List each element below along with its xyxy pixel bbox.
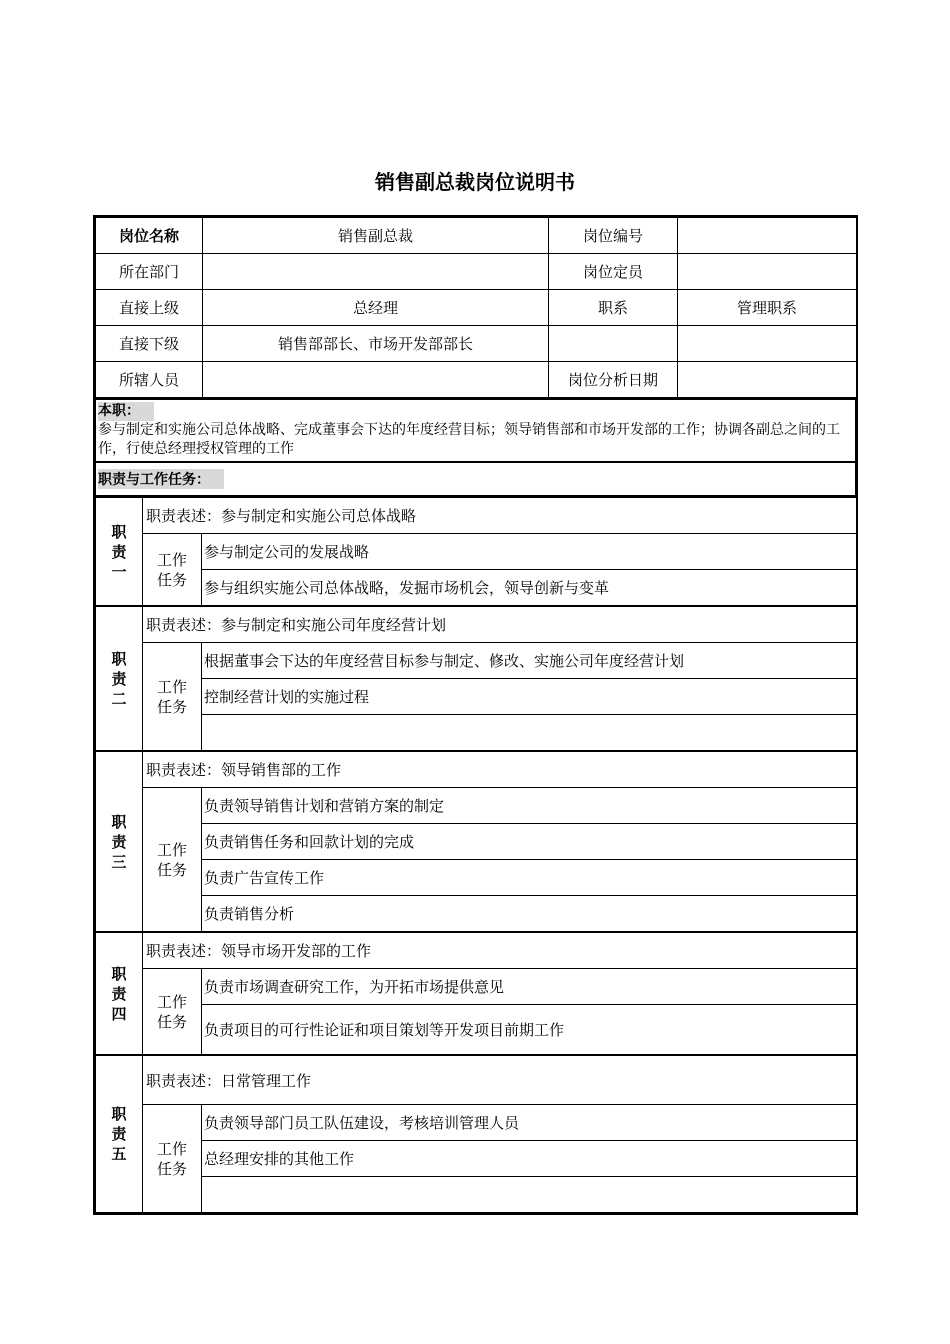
duty-label xyxy=(96,751,143,932)
label-subordinate: 直接下级 xyxy=(96,326,203,362)
value-position-code xyxy=(678,218,857,254)
task-row xyxy=(96,896,857,933)
work-task-label-text: 工作任务 xyxy=(156,677,187,716)
task-row xyxy=(96,969,857,1005)
work-task-label xyxy=(143,788,202,933)
value-subordinate: 销售部部长、市场开发部部长 xyxy=(203,326,549,362)
label-staff: 所辖人员 xyxy=(96,362,203,398)
task-item: 负责领导部门员工队伍建设，考核培训管理人员 xyxy=(202,1105,857,1141)
duty-row xyxy=(96,751,857,788)
duty-label xyxy=(96,932,143,1055)
row-position-name xyxy=(96,218,857,254)
task-row xyxy=(96,715,857,752)
task-row xyxy=(96,1005,857,1056)
work-task-label xyxy=(143,1105,202,1213)
task-item: 参与组织实施公司总体战略，发掘市场机会，领导创新与变革 xyxy=(202,570,857,607)
page-title: 销售副总裁岗位说明书 xyxy=(375,170,575,194)
label-position-name: 岗位名称 xyxy=(96,218,203,254)
task-row xyxy=(96,679,857,715)
work-task-label-text: 工作任务 xyxy=(156,992,187,1031)
duty-label-text: 职责一 xyxy=(111,522,127,581)
task-item: 总经理安排的其他工作 xyxy=(202,1141,857,1177)
row-subordinate xyxy=(96,326,857,362)
duty-description: 职责表述：领导市场开发部的工作 xyxy=(143,932,857,969)
label-position-code: 岗位编号 xyxy=(549,218,678,254)
task-item: 根据董事会下达的年度经营目标参与制定、修改、实施公司年度经营计划 xyxy=(202,643,857,679)
duty-description: 职责表述：领导销售部的工作 xyxy=(143,751,857,788)
duties-header: 职责与工作任务： xyxy=(98,469,224,489)
row-superior xyxy=(96,290,857,326)
value-position-name: 销售副总裁 xyxy=(203,218,549,254)
work-task-label xyxy=(143,643,202,752)
task-item xyxy=(202,1177,857,1213)
task-row xyxy=(96,824,857,860)
duty-label-text: 职责三 xyxy=(111,812,127,871)
duty-label xyxy=(96,606,143,751)
task-item: 负责项目的可行性论证和项目策划等开发项目前期工作 xyxy=(202,1005,857,1056)
task-row xyxy=(96,788,857,824)
job-description-form xyxy=(93,215,858,1213)
task-row xyxy=(96,570,857,607)
label-superior: 直接上级 xyxy=(96,290,203,326)
work-task-label-text: 工作任务 xyxy=(156,840,187,879)
task-row xyxy=(96,534,857,570)
value-department xyxy=(203,254,549,290)
label-analysis-date: 岗位分析日期 xyxy=(549,362,678,398)
basic-info-table xyxy=(95,217,857,398)
row-staff xyxy=(96,362,857,398)
duty-label-text: 职责五 xyxy=(111,1105,127,1163)
value-staff xyxy=(203,362,549,398)
duty-description: 职责表述：日常管理工作 xyxy=(143,1055,857,1105)
empty-cell xyxy=(678,326,857,362)
core-duty-cell xyxy=(96,399,856,462)
task-item: 负责销售分析 xyxy=(202,896,857,933)
label-series: 职系 xyxy=(549,290,678,326)
task-row xyxy=(96,1141,857,1177)
duty-label-text: 职责二 xyxy=(111,649,127,708)
row-department xyxy=(96,254,857,290)
duty-description: 职责表述：参与制定和实施公司总体战略 xyxy=(143,497,857,534)
work-task-label-text: 工作任务 xyxy=(156,550,187,589)
label-quota: 岗位定员 xyxy=(549,254,678,290)
duty-description: 职责表述：参与制定和实施公司年度经营计划 xyxy=(143,606,857,643)
duty-row xyxy=(96,1055,857,1105)
task-row xyxy=(96,1105,857,1141)
duty-label xyxy=(96,497,143,606)
task-row xyxy=(96,860,857,896)
duties-table xyxy=(95,496,857,1213)
core-duty-text: 参与制定和实施公司总体战略、完成董事会下达的年度经营目标；领导销售部和市场开发部的工作；协调各副总之间的工作，行使总经理授权管理的工作 xyxy=(98,422,840,457)
task-item: 负责销售任务和回款计划的完成 xyxy=(202,824,857,860)
duty-row xyxy=(96,932,857,969)
value-superior: 总经理 xyxy=(203,290,549,326)
core-duty-table xyxy=(95,398,856,496)
duties-header-cell xyxy=(96,462,856,496)
core-duty-label: 本职： xyxy=(98,402,154,421)
work-task-label-text: 工作任务 xyxy=(156,1139,187,1178)
table-bottom-border xyxy=(93,1213,858,1215)
value-quota xyxy=(678,254,857,290)
duty-row xyxy=(96,606,857,643)
value-analysis-date xyxy=(678,362,857,398)
task-row xyxy=(96,1177,857,1213)
empty-cell xyxy=(549,326,678,362)
label-department: 所在部门 xyxy=(96,254,203,290)
value-series: 管理职系 xyxy=(678,290,857,326)
task-item: 负责广告宣传工作 xyxy=(202,860,857,896)
task-item: 参与制定公司的发展战略 xyxy=(202,534,857,570)
task-item xyxy=(202,715,857,752)
duty-row xyxy=(96,497,857,534)
work-task-label xyxy=(143,534,202,607)
task-item: 控制经营计划的实施过程 xyxy=(202,679,857,715)
work-task-label xyxy=(143,969,202,1056)
duty-label xyxy=(96,1055,143,1213)
task-item: 负责领导销售计划和营销方案的制定 xyxy=(202,788,857,824)
task-row xyxy=(96,643,857,679)
task-item: 负责市场调查研究工作，为开拓市场提供意见 xyxy=(202,969,857,1005)
duty-label-text: 职责四 xyxy=(111,964,127,1023)
